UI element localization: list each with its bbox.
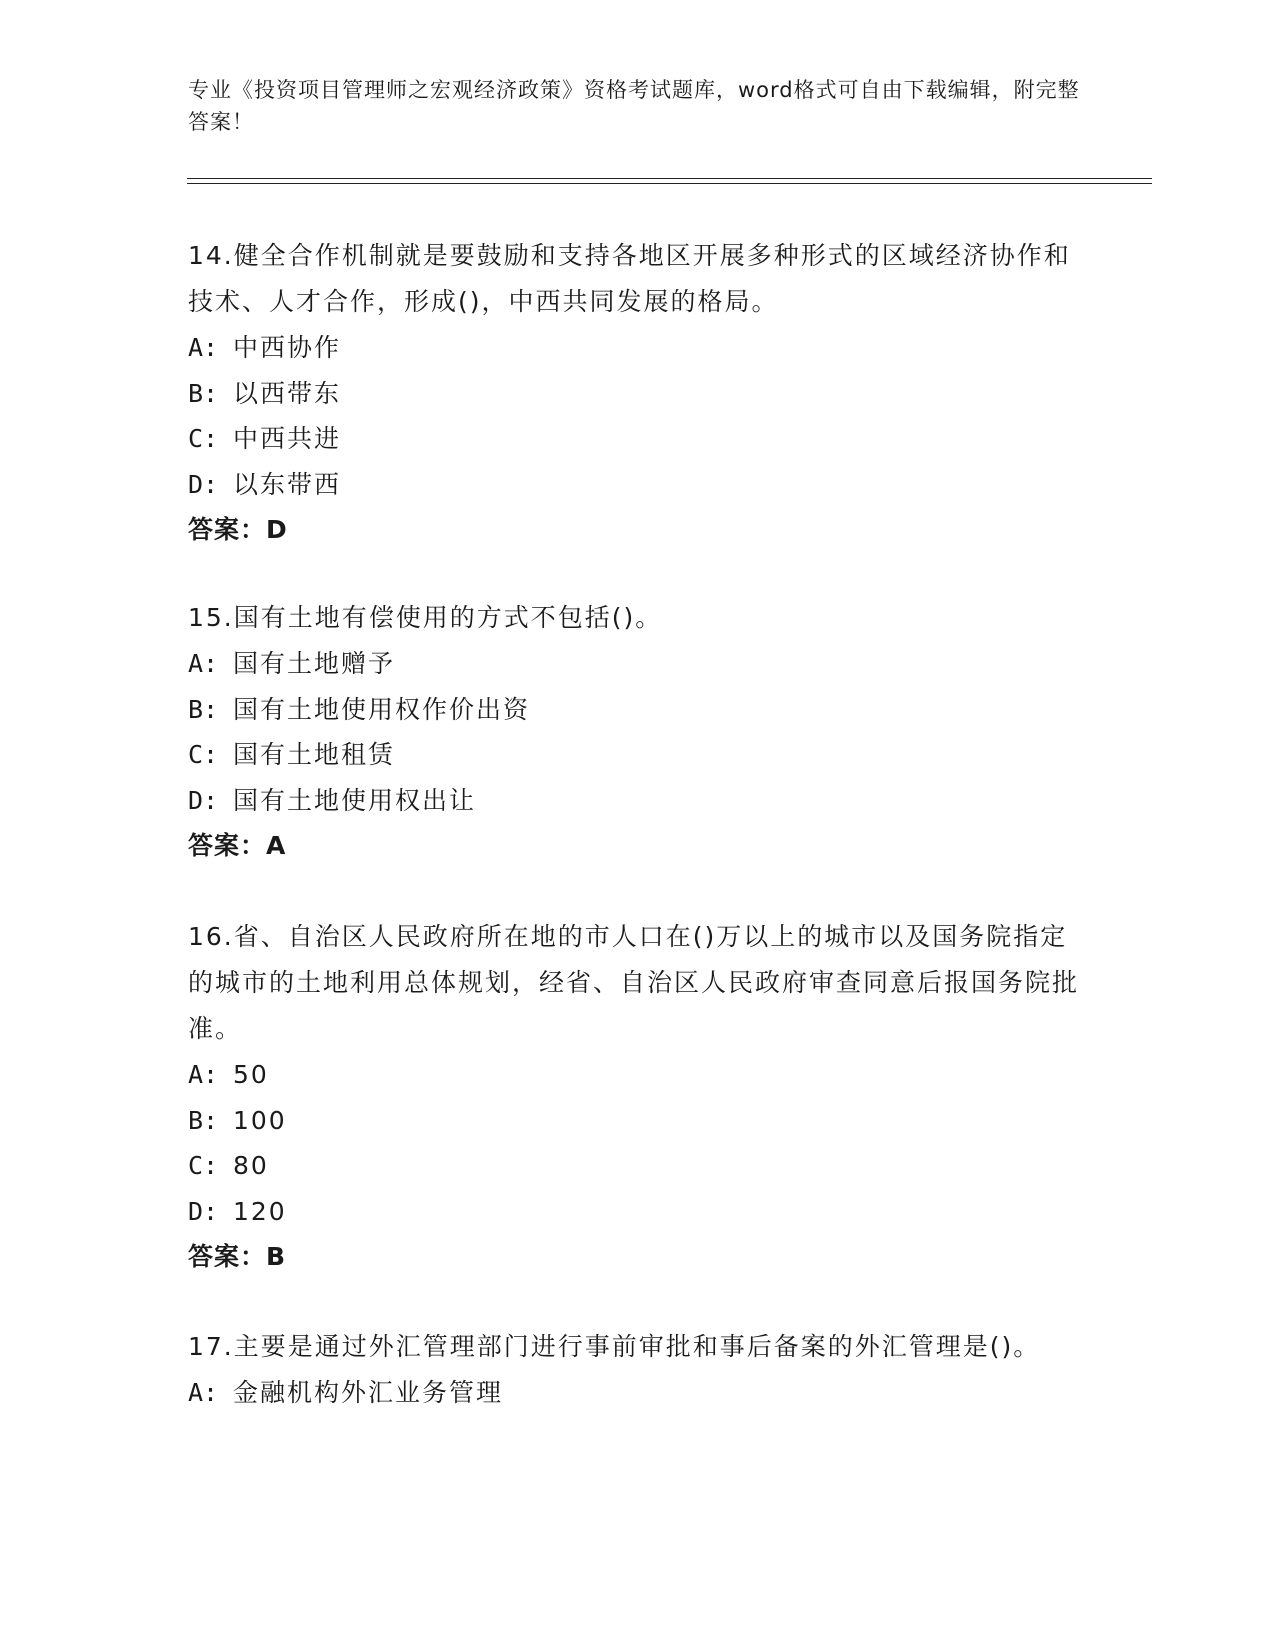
question-14	[188, 233, 1088, 552]
option-letter: A:	[188, 333, 219, 362]
option-letter: A:	[188, 1378, 219, 1407]
question-stem: 15.国有土地有偿使用的方式不包括()。	[188, 603, 663, 632]
option-letter: C:	[188, 740, 219, 769]
document-intro: 专业《投资项目管理师之宏观经济政策》资格考试题库，word格式可自由下载编辑，附完整答案！	[188, 78, 1080, 134]
option-c	[188, 732, 1088, 778]
option-text: 中西共进	[233, 424, 342, 453]
question-stem: 14.健全合作机制就是要鼓励和支持各地区开展多种形式的区域经济协作和技术、人才合作，形成()，中西共同发展的格局。	[188, 241, 1071, 316]
option-letter: B:	[188, 694, 219, 724]
option-text: 金融机构外汇业务管理	[233, 1378, 504, 1407]
option-c	[188, 1143, 1088, 1189]
option-d	[188, 778, 1088, 824]
option-text: 国有土地使用权作价出资	[233, 694, 531, 724]
option-text: 以东带西	[233, 469, 342, 499]
header-divider-top	[187, 178, 1152, 179]
option-letter: B:	[188, 378, 219, 408]
option-c	[188, 416, 1088, 462]
option-letter: D:	[188, 785, 219, 815]
option-letter: C:	[188, 424, 219, 453]
question-15	[188, 595, 1088, 868]
option-b	[188, 371, 1088, 417]
option-text: 以西带东	[233, 378, 342, 408]
answer-line: 答案：B	[188, 1242, 287, 1271]
question-stem: 17.主要是通过外汇管理部门进行事前审批和事后备案的外汇管理是()。	[188, 1332, 1041, 1361]
option-text: 国有土地赠予	[233, 649, 396, 678]
question-stem: 16.省、自治区人民政府所在地的市人口在()万以上的城市以及国务院指定的城市的土地利用总体规划，经省、自治区人民政府审查同意后报国务院批准。	[188, 922, 1080, 1043]
option-a	[188, 1370, 1088, 1416]
option-a	[188, 641, 1088, 687]
option-text: 国有土地使用权出让	[233, 785, 477, 815]
option-letter: A:	[188, 1060, 219, 1089]
option-a	[188, 325, 1088, 371]
option-text: 100	[233, 1105, 287, 1135]
option-text: 50	[233, 1060, 269, 1089]
option-text: 120	[233, 1196, 287, 1226]
option-letter: C:	[188, 1151, 219, 1180]
option-letter: D:	[188, 469, 219, 499]
option-d	[188, 1189, 1088, 1235]
option-text: 国有土地租赁	[233, 740, 396, 769]
option-d	[188, 462, 1088, 508]
answer-line: 答案：A	[188, 831, 287, 860]
option-letter: A:	[188, 649, 219, 678]
option-letter: D:	[188, 1196, 219, 1226]
option-text: 中西协作	[233, 333, 342, 362]
option-b	[188, 1098, 1088, 1144]
question-17	[188, 1324, 1088, 1416]
header-divider-bottom	[187, 183, 1152, 184]
answer-line: 答案：D	[188, 515, 288, 544]
option-b	[188, 687, 1088, 733]
question-16	[188, 914, 1088, 1279]
option-a	[188, 1052, 1088, 1098]
option-text: 80	[233, 1151, 269, 1180]
option-letter: B:	[188, 1105, 219, 1135]
